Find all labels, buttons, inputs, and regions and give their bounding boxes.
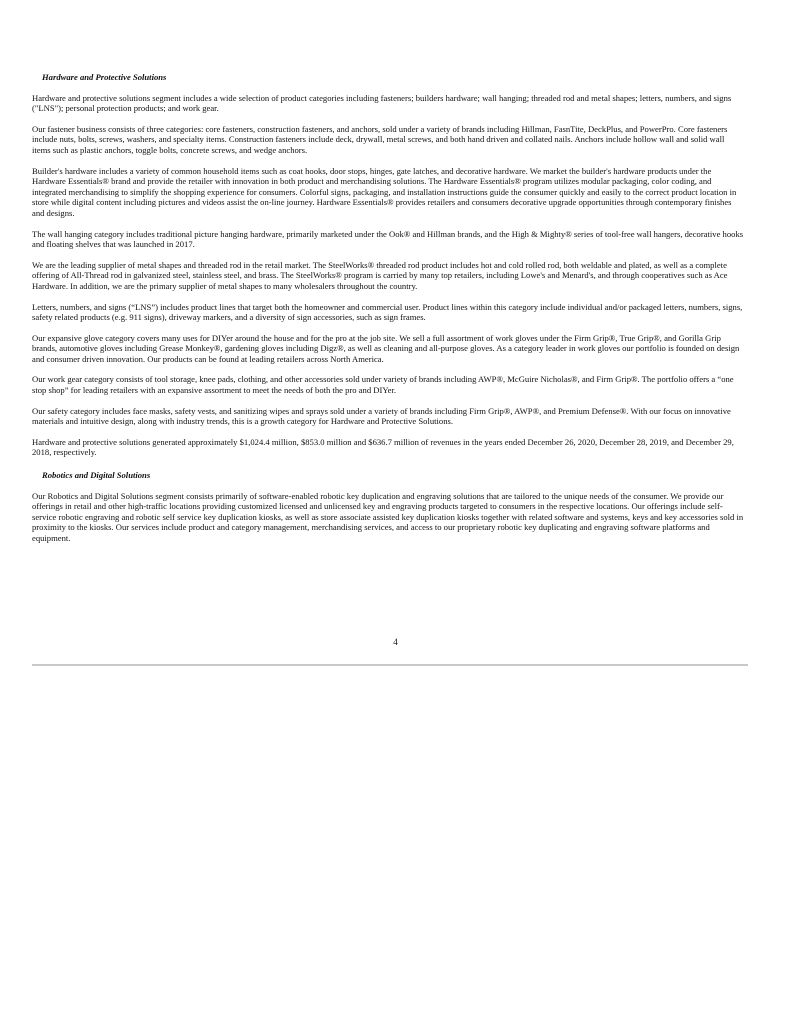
paragraph: Our expansive glove category covers many uses for DIYer around the house and for the pro at the job site. We sell a full assortment of work gloves under the Firm Grip®, True Grip®, and Gorilla Grip brands, automotive gloves including Grease Monkey®, gardening gloves including Digz®, as well as cleaning and all-purpose gloves. As a category leader in work gloves our portfolio is founded on design and consumer driven innovation. Our products can be found at leading retailers across North America.	[32, 332, 740, 364]
paragraph: Letters, numbers, and signs (“LNS”) includes product lines that target both the homeowner and commercial user. Product lines within this category include individual and/or packaged letters, numbers, signs, safety related products (e.g. 911 signs), driveway markers, and a diversity of sign accessories, such as sign frames.	[32, 301, 743, 323]
document-page	[32, 72, 744, 554]
paragraph: Hardware and protective solutions segment includes a wide selection of product categories including fasteners; builders hardware; wall hanging; threaded rod and metal shapes; letters, numbers, and signs ("LNS"); personal protection products; and work gear.	[32, 92, 732, 114]
paragraph: We are the leading supplier of metal shapes and threaded rod in the retail market. The SteelWorks® threaded rod product includes hot and cold rolled rod, both weldable and plated, as well as a complete offering of All-Thread rod in galvanized steel, stainless steel, and brass. The SteelWorks® program is carried by many top retailers, including Lowe's and Menard's, and through cooperatives such as Ace Hardware. In addition, we are the primary supplier of metal shapes to many wholesalers throughout the country.	[32, 259, 728, 291]
paragraph: Builder's hardware includes a variety of common household items such as coat hooks, door stops, hinges, gate latches, and decorative hardware. We market the builder's hardware products under the Hardware Essentials® brand and provide the retailer with innovation in both product and merchandising solutions. The Hardware Essentials® program utilizes modular packaging, color coding, and integrated merchandising to simplify the shopping experience for consumers. Colorful signs, packaging, and installation instructions guide the consumer quickly and easily to the correct product location in store while digital content including pictures and videos assist the on-line journey. Hardware Essentials® provides retailers and consumers decorative upgrade opportunities through contemporary finishes and designs.	[32, 165, 737, 218]
page-number: 4	[393, 637, 398, 647]
paragraph: Hardware and protective solutions generated approximately $1,024.4 million, $853.0 million and $636.7 million of revenues in the years ended December 26, 2020, December 28, 2019, and December 29, 2018, respectively.	[32, 436, 734, 458]
paragraph: The wall hanging category includes traditional picture hanging hardware, primarily marketed under the Ook® and Hillman brands, and the High & Mighty® series of tool-free wall hangers, decorative hooks and floating shelves that was launched in 2017.	[32, 228, 744, 250]
section-heading-robotics: Robotics and Digital Solutions	[42, 470, 151, 481]
section-heading-hardware: Hardware and Protective Solutions	[42, 72, 167, 82]
paragraph: Our Robotics and Digital Solutions segment consists primarily of software-enabled robotic key duplication and engraving solutions that are tailored to the unique needs of the consumer. We provide our offerings in retail and other high-traffic locations providing customized licensed and unlicensed key and engraving products targeted to consumers in the respective locations. Our offerings include self-service robotic engraving and robotic self service key duplication kiosks, as well as store associate assisted key duplication kiosks together with related software and systems, keys and key accessories sold in proximity to the kiosks. Our services include product and category management, merchandising services, and access to our proprietary robotic key duplicating and engraving software platforms and equipment.	[32, 490, 744, 543]
paragraph: Our work gear category consists of tool storage, knee pads, clothing, and other accessories sold under variety of brands including AWP®, McGuire Nicholas®, and Firm Grip®. The portfolio offers a “one stop shop” for leading retailers with an expansive assortment to meet the needs of both the pro and DIYer.	[32, 374, 734, 396]
paragraph: Our safety category includes face masks, safety vests, and sanitizing wipes and sprays sold under a variety of brands including Firm Grip®, AWP®, and Premium Defense®. With our focus on innovative materials and intuitive design, along with industry trends, this is a growth category for Hardware and Protective Solutions.	[32, 405, 731, 427]
paragraph: Our fastener business consists of three categories: core fasteners, construction fasteners, and anchors, sold under a variety of brands including Hillman, FasnTite, DeckPlus, and PowerPro. Core fasteners include nuts, bolts, screws, washers, and specialty items. Construction fasteners include deck, drywall, metal screws, and both hand driven and collated nails. Anchors include hollow wall and solid wall items such as plastic anchors, toggle bolts, concrete screws, and wedge anchors.	[32, 123, 728, 155]
page-divider	[32, 664, 748, 666]
